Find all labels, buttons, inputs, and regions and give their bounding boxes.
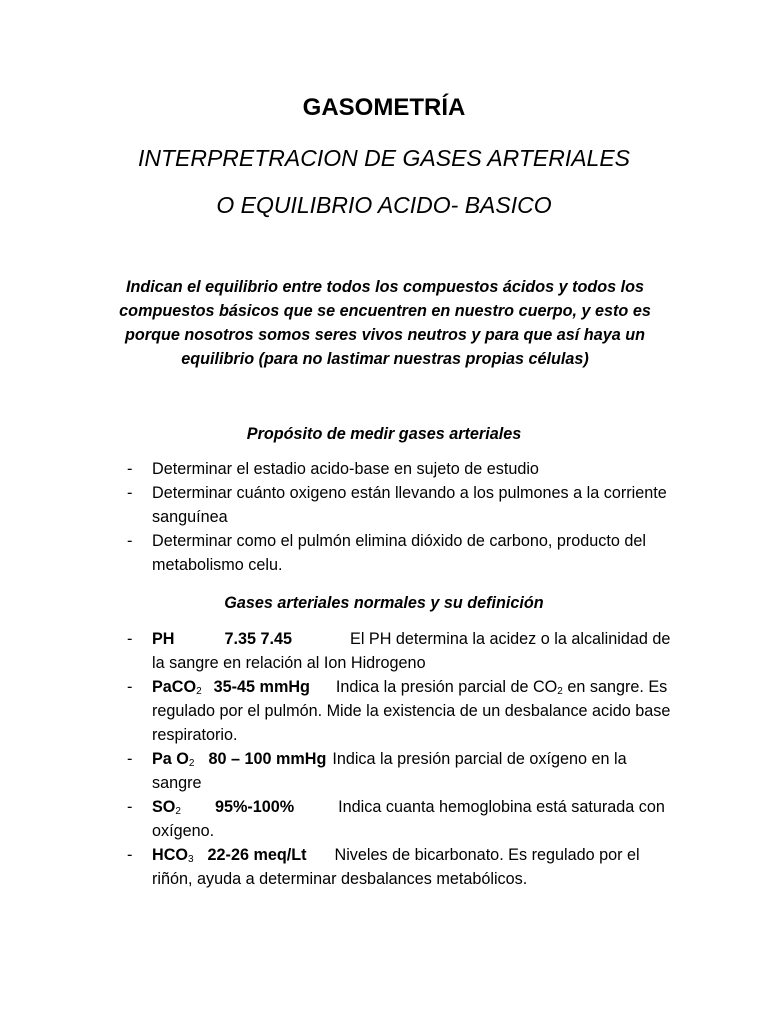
gas-subscript: 3 — [187, 854, 194, 865]
list-marker: - — [127, 630, 133, 648]
purpose-heading: Propósito de medir gases arteriales — [246, 425, 522, 443]
gas-subscript: 2 — [188, 758, 195, 769]
gas-definition: Indica cuanta hemoglobina está saturada con oxígeno. — [152, 798, 665, 840]
gas-name: PH — [152, 630, 175, 648]
list-marker: - — [127, 460, 133, 478]
gas-range: 80 – 100 mmHg — [208, 750, 327, 768]
gas-subscript: 2 — [175, 806, 181, 817]
gas-name: $SO_2$ — [152, 798, 181, 817]
list-item — [0, 457, 672, 481]
gas-range: 22-26 meq/Lt — [207, 846, 307, 864]
list-marker: - — [127, 846, 133, 864]
list-marker: - — [127, 532, 133, 550]
purpose-list — [0, 457, 768, 577]
gas-range: 35-45 mmHg — [213, 678, 310, 696]
gas-range: 7.35 7.45 — [224, 630, 293, 648]
document-title: GASOMETRÍA — [302, 94, 466, 121]
list-marker: - — [127, 484, 133, 502]
list-item — [0, 481, 672, 529]
gases-heading: Gases arteriales normales y su definición — [224, 594, 544, 612]
list-item — [0, 529, 672, 577]
gas-definition: Indica la presión parcial de oxígeno en la sangre — [152, 750, 627, 792]
list-marker: - — [127, 798, 133, 816]
gas-item-ph — [0, 627, 672, 675]
gas-name: $HCO_3$ — [152, 846, 194, 865]
document-subtitle-line2: O EQUILIBRIO ACIDO- BASICO — [216, 192, 552, 218]
gas-definition: Indica la presión parcial de $CO_2$ en sangre. Es regulado por el pulmón. Mide la existencia de un desbalance acido base respiratorio. — [152, 678, 671, 744]
gas-item-hco3 — [0, 843, 672, 891]
purpose-item-text: Determinar el estadio acido-base en sujeto de estudio — [152, 460, 539, 478]
list-marker: - — [127, 750, 133, 768]
gas-range: 95%-100% — [214, 798, 295, 816]
intro-paragraph: Indican el equilibrio entre todos los compuestos ácidos y todos los compuestos básicos que se encuentren en nuestro cuerpo, y esto es porque nosotros somos seres vivos neutros y para que así haya un equilibrio (para no lastimar nuestras propias células) — [119, 278, 651, 368]
purpose-item-text: Determinar cuánto oxigeno están llevando a los pulmones a la corriente sanguínea — [152, 484, 667, 526]
gas-name: PaCO$_2$ — [152, 678, 202, 697]
gas-definition: Niveles de bicarbonato. Es regulado por el riñón, ayuda a determinar desbalances metabólicos. — [152, 846, 640, 888]
list-marker: - — [127, 678, 133, 696]
gases-list — [0, 627, 768, 891]
gas-definition: El PH determina la acidez o la alcalinidad de la sangre en relación al Ion Hidrogeno — [152, 630, 671, 672]
gas-name: Pa $O_2$ — [152, 750, 195, 769]
purpose-item-text: Determinar como el pulmón elimina dióxido de carbono, producto del metabolismo celu. — [152, 532, 646, 574]
gas-subscript: 2 — [196, 686, 202, 697]
gas-item-so2 — [0, 795, 672, 843]
gas-item-pao2 — [0, 747, 672, 795]
gas-item-paco2 — [0, 675, 672, 747]
document-subtitle-line1: INTERPRETRACION DE GASES ARTERIALES — [137, 145, 631, 171]
